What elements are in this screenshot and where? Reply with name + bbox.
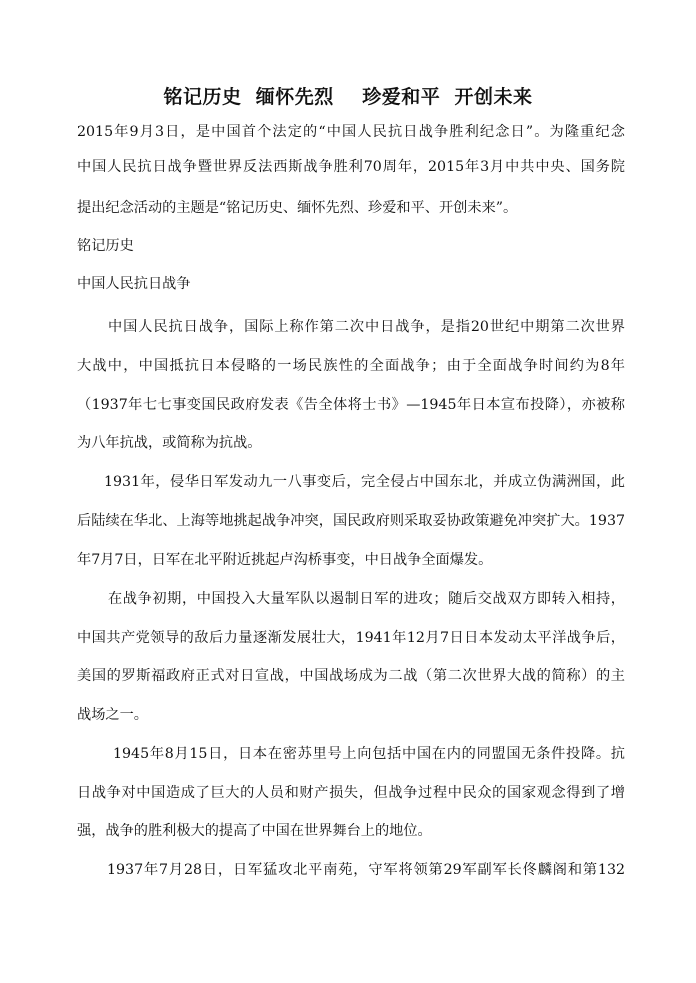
section-heading-1: 铭记历史 <box>77 238 134 254</box>
para1-line-3: （1937年七七事变国民政府发表《告全体将士书》—1945年日本宣布投降），亦被称 <box>77 397 625 413</box>
para5-line-1: 1937年7月28日，日军猛攻北平南苑，守军将领第29军副军长佟麟阁和第132 <box>107 862 625 878</box>
para4-line-2: 日战争对中国造成了巨大的人员和财产损失，但战争过程中民众的国家观念得到了增 <box>77 785 625 801</box>
intro-line-2: 中国人民抗日战争暨世界反法西斯战争胜利70周年，2015年3月中共中央、国务院 <box>77 159 625 175</box>
para1-line-2: 大战中，中国抵抗日本侵略的一场民族性的全面战争；由于全面战争时间约为8年 <box>77 358 625 374</box>
para3-line-4: 战场之一。 <box>77 707 148 723</box>
intro-line-1: 2015年9月3日，是中国首个法定的“中国人民抗日战争胜利纪念日”。为隆重纪念 <box>77 124 625 140</box>
para3-line-2: 中国共产党领导的敌后力量逐渐发展壮大，1941年12月7日日本发动太平洋战争后， <box>77 630 625 646</box>
para3-line-1: 在战争初期，中国投入大量军队以遏制日军的进攻；随后交战双方即转入相持， <box>108 591 625 607</box>
para1-line-4: 为八年抗战，或简称为抗战。 <box>77 435 262 451</box>
para4-line-3: 强，战争的胜利极大的提高了中国在世界舞台上的地位。 <box>77 823 432 839</box>
section-heading-2: 中国人民抗日战争 <box>77 276 191 292</box>
para3-line-3: 美国的罗斯福政府正式对日宣战，中国战场成为二战（第二次世界大战的简称）的主 <box>77 668 625 684</box>
intro-line-3: 提出纪念活动的主题是“铭记历史、缅怀先烈、珍爱和平、开创未来”。 <box>77 200 518 216</box>
document-title: 铭记历史 缅怀先烈 珍爱和平 开创未来 <box>163 86 533 108</box>
para4-line-1: 1945年8月15日，日本在密苏里号上向包括中国在内的同盟国无条件投降。抗 <box>113 746 625 762</box>
para2-line-1: 1931年，侵华日军发动九一八事变后，完全侵占中国东北，并成立伪满洲国，此 <box>104 474 625 490</box>
para2-line-2: 后陆续在华北、上海等地挑起战争冲突，国民政府则采取妥协政策避免冲突扩大。1937 <box>77 513 625 529</box>
para1-line-1: 中国人民抗日战争，国际上称作第二次中日战争，是指20世纪中期第二次世界 <box>108 319 625 335</box>
para2-line-3: 年7月7日，日军在北平附近挑起卢沟桥事变，中日战争全面爆发。 <box>77 552 493 568</box>
